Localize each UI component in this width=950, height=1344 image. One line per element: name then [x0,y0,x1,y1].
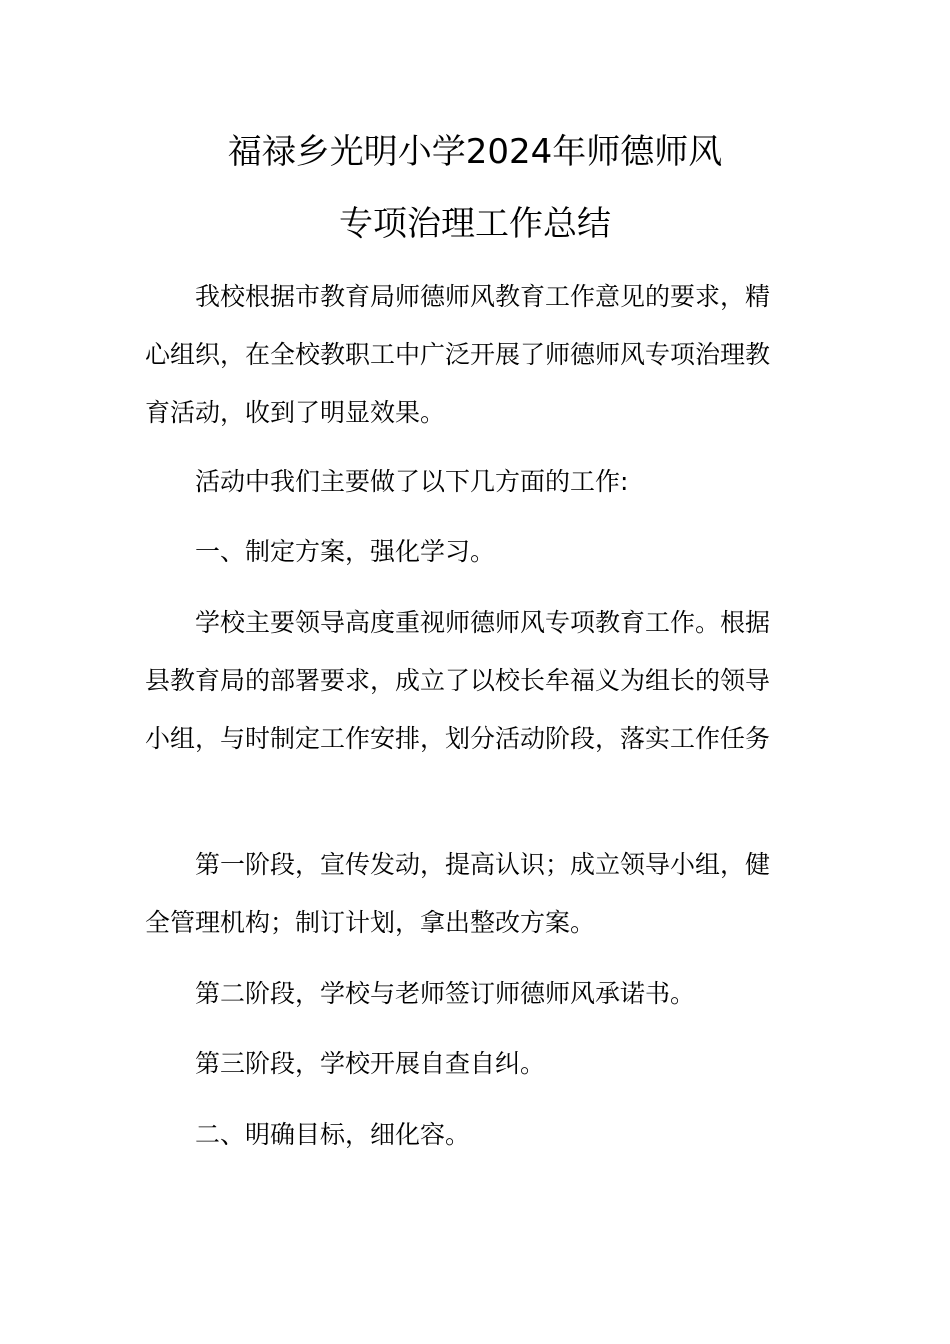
paragraph-line: 第二阶段，学校与老师签订师德师风承诺书。 [195,979,696,1008]
paragraph-line: 学校主要领导高度重视师德师风专项教育工作。根据 [195,608,771,637]
paragraph-line: 育活动，收到了明显效果。 [145,398,446,427]
paragraph-line: 第三阶段，学校开展自查自纠。 [195,1049,546,1078]
document-title-line-1: 福禄乡光明小学2024年师德师风 [227,132,723,172]
paragraph-line: 活动中我们主要做了以下几方面的工作: [195,467,629,496]
paragraph-line: 小组，与时制定工作安排，划分活动阶段，落实工作任务 [145,724,771,753]
section-heading: 一、制定方案，强化学习。 [195,537,496,566]
paragraph-line: 第一阶段，宣传发动，提高认识；成立领导小组，健 [195,850,771,879]
paragraph-line: 县教育局的部署要求，成立了以校长牟福义为组长的领导 [145,666,771,695]
document-title-line-2: 专项治理工作总结 [339,204,611,244]
paragraph-line: 心组织，在全校教职工中广泛开展了师德师风专项治理教 [145,340,771,369]
section-heading: 二、明确目标，细化容。 [195,1120,471,1149]
paragraph-line: 全管理机构；制订计划，拿出整改方案。 [145,908,596,937]
paragraph-line: 我校根据市教育局师德师风教育工作意见的要求，精 [195,282,771,311]
